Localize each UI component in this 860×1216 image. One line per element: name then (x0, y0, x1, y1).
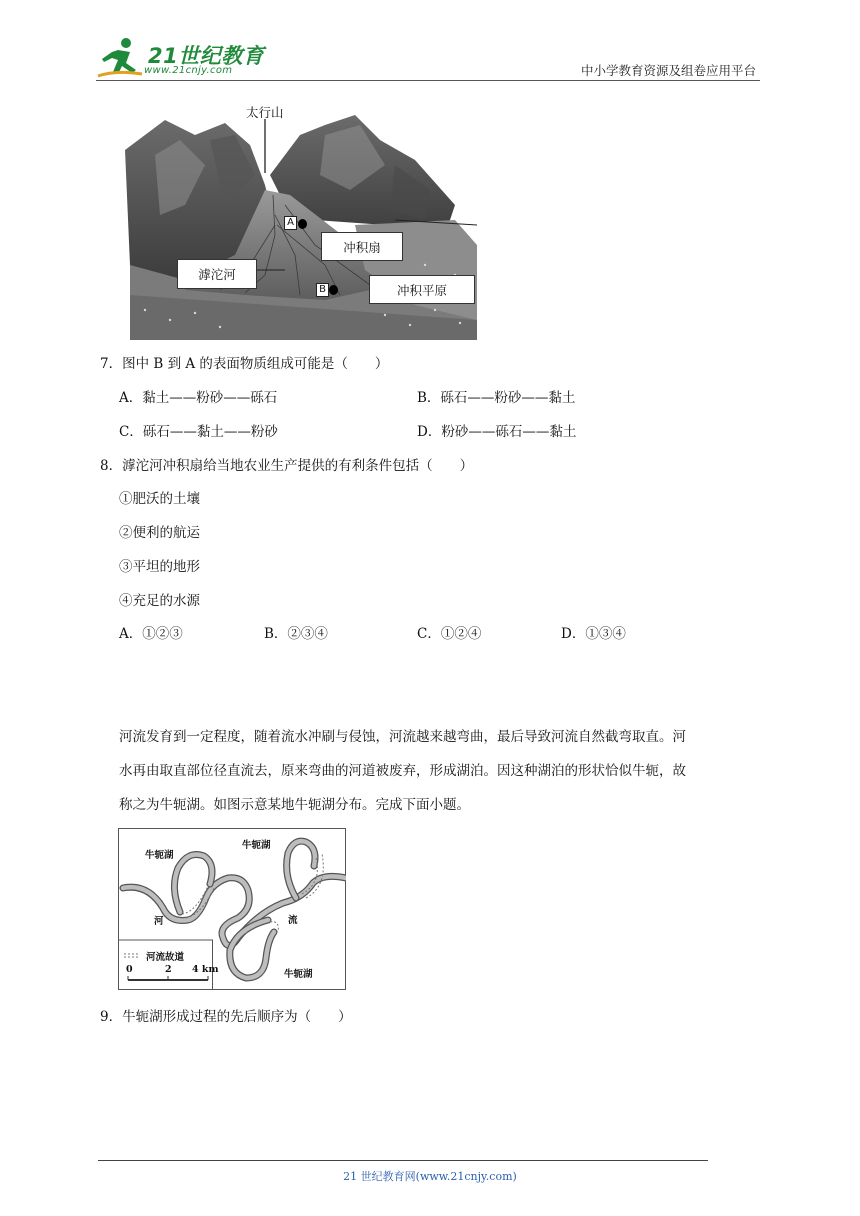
question-9-stem: 9．牛轭湖形成过程的先后顺序为（ ） (100, 1009, 352, 1025)
label-alluvial-plain: 冲积平原 (369, 275, 475, 304)
question-8-option-d: D．①③④ (561, 626, 626, 642)
point-a-dot (298, 219, 307, 229)
question-7-option-a: A．黏土——粉砂——砾石 (119, 390, 278, 406)
passage-line-3: 称之为牛轭湖。如图示意某地牛轭湖分布。完成下面小题。 (119, 797, 470, 813)
question-8-stem: 8．滹沱河冲积扇给当地农业生产提供的有利条件包括（ ） (100, 458, 474, 474)
question-7-option-c: C．砾石——黏土——粉砂 (119, 424, 278, 440)
logo-url: www.21cnjy.com (144, 65, 233, 76)
scale-label-2: 2 (165, 964, 172, 975)
passage-line-1: 河流发育到一定程度，随着流水冲刷与侵蚀，河流越来越弯曲，最后导致河流自然截弯取直。河 (119, 729, 686, 745)
question-8-item-3: ③平坦的地形 (119, 559, 200, 575)
question-8-option-c: C．①②④ (417, 626, 482, 642)
question-7-option-b: B．砾石——粉砂——黏土 (417, 390, 576, 406)
map-label-oxbow-2: 牛轭湖 (242, 840, 271, 851)
legend-label-old-channel: 河流故道 (146, 952, 185, 963)
question-8-option-b: B．②③④ (264, 626, 328, 642)
point-b-dot (329, 285, 338, 295)
alluvial-fan-diagram (125, 95, 477, 340)
question-7-option-d: D．粉砂——砾石——黏土 (417, 424, 577, 440)
logo-text: 21世纪教育 (148, 44, 265, 68)
map-label-oxbow-1: 牛轭湖 (145, 850, 174, 861)
question-8-item-1: ①肥沃的土壤 (119, 491, 200, 507)
scale-label-0: 0 (126, 964, 133, 975)
runner-logo-icon (96, 36, 148, 80)
point-a-label: A (284, 216, 297, 230)
map-label-river-liu: 流 (288, 915, 298, 926)
question-7-stem: 7．图中 B 到 A 的表面物质组成可能是（ ） (100, 356, 389, 372)
header-divider (96, 80, 760, 81)
label-hutuo-river: 滹沱河 (177, 259, 257, 289)
question-8-item-2: ②便利的航运 (119, 525, 200, 541)
passage-line-2: 水再由取直部位径直流去，原来弯曲的河道被废弃，形成湖泊。因这种湖泊的形状恰似牛轭，故 (119, 763, 686, 779)
scale-label-4km: 4 km (192, 964, 219, 975)
footer-text[interactable]: 21 世纪教育网(www.21cnjy.com) (343, 1170, 517, 1183)
question-8-option-a: A．①②③ (119, 626, 183, 642)
map-label-river-he: 河 (154, 916, 164, 927)
label-alluvial-fan: 冲积扇 (321, 232, 403, 261)
map-label-oxbow-3: 牛轭湖 (284, 969, 313, 980)
header-slogan: 中小学教育资源及组卷应用平台 (580, 63, 756, 78)
label-taihang-mountain: 太行山 (246, 105, 284, 120)
point-b-label: B (316, 283, 329, 297)
oxbow-lake-map (118, 828, 346, 990)
question-8-item-4: ④充足的水源 (119, 593, 200, 609)
footer-divider (98, 1160, 708, 1161)
